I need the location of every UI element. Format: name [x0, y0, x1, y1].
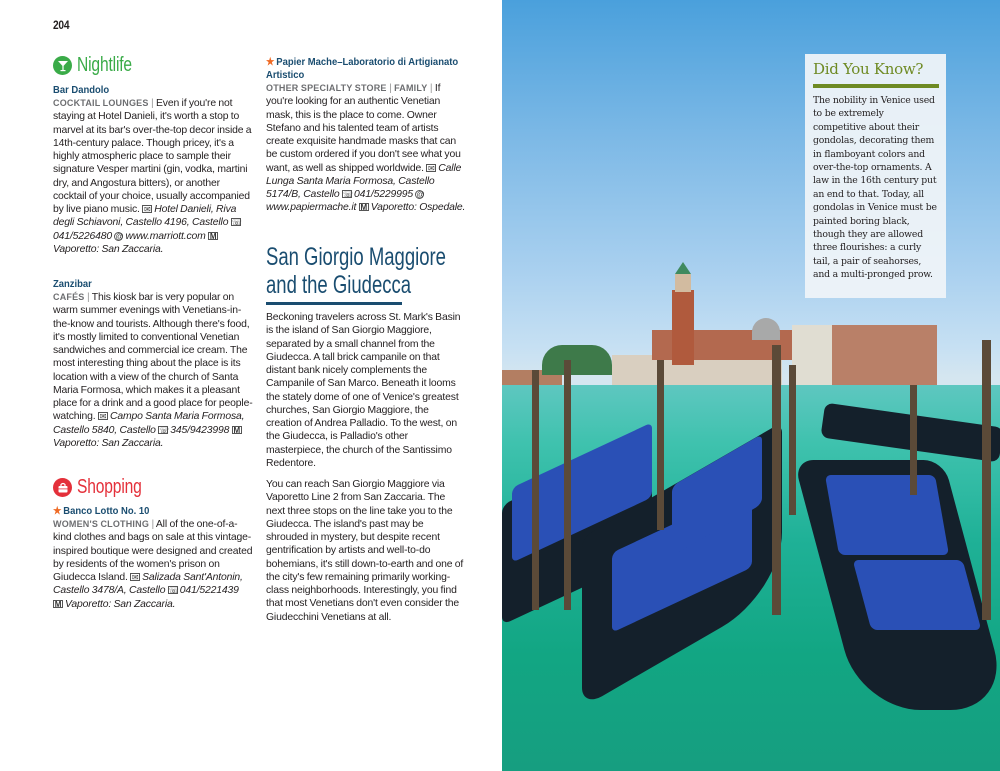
listing-transit: Vaporetto: San Zaccaria.: [53, 437, 164, 449]
mail-icon: ✉: [428, 163, 435, 173]
shopping-header: [53, 475, 160, 498]
listing-zanzibar: [53, 278, 253, 450]
web-icon: @: [115, 231, 124, 241]
metro-icon: M: [54, 599, 62, 609]
metro-icon: M: [233, 425, 240, 435]
listing-address: Calle Lunga Santa Maria Formosa, Castello 5174/B, Castello: [266, 162, 462, 200]
section-paragraph-2: You can reach San Giorgio Maggiore via Vaporetto Line 2 from San Zaccaria. The next three stops on the line take you to the Giudecca. The island's past may be shrouded in mystery, but despite recent gentrification by artists and well-to-do bohemians, it's still down-to-earth and one of the city's few remaining primarily working-class neighborhoods. Interestingly, you find that most Venetians don't even consider the Giudecchini Venetians at all.: [266, 479, 464, 623]
did-you-know-body: The nobility in Venice used to be extremely competitive about their gondolas, decorating them in flamboyant colors and over-the-top ornaments. A law in the 16th century put an end to that. Today, all gondolas in Venice must be painted boring black, though they are allowed three flourishes: a curly tail, a pair of seahorses, and a multi-pronged prow.: [813, 95, 937, 281]
did-you-know-title: Did You Know?: [813, 60, 924, 78]
listing-phone: 041/5221439: [179, 585, 239, 597]
did-you-know-box: [805, 54, 946, 298]
phone-icon: ☏: [168, 586, 179, 596]
listing-papier-mache: [266, 56, 466, 215]
mail-icon: ✉: [131, 573, 139, 582]
listing-address: Hotel Danieli, Riva degli Schiavoni, Castello 4196, Castello: [53, 204, 237, 229]
listing-website[interactable]: www.papiermache.it: [266, 202, 357, 214]
heading-rule: [266, 302, 402, 305]
listing-banco-lotto: [53, 505, 253, 611]
listing-phone: 041/5226480: [53, 230, 113, 242]
listing-category: CAFÉS: [53, 292, 85, 302]
listing-body: CAFÉS | This kiosk bar is very popular on warm summer evenings with Venetians-in-the-know and tourists. Although there's food, it's mostly limited to conventional Venetian sandwiches and commercial ice cream. The most interesting thing about the place is its location with a view of the church of Santa Maria Formosa, which makes it a pleasant place for a drink and a good place for people-watching. ✉ Campo Santa Maria Formosa, Castello 5840, Castello ☏345/9423998 MVaporetto: San Zaccaria.: [53, 292, 253, 449]
skyline: [502, 355, 1000, 387]
campanile: [672, 290, 694, 365]
listing-phone: 345/9423998: [170, 424, 230, 436]
mail-icon: ✉: [143, 205, 151, 214]
section-heading: [266, 243, 446, 299]
church-dome: [752, 318, 780, 340]
listing-website[interactable]: www.marriott.com: [125, 230, 206, 242]
listing-name: Zanzibar: [53, 278, 92, 290]
listing-transit: Vaporetto: San Zaccaria.: [53, 243, 164, 255]
page-number: 204: [53, 18, 70, 32]
mail-icon: ✉: [99, 412, 107, 422]
shopping-bag-icon: [53, 478, 72, 497]
listing-category: OTHER SPECIALTY STORE: [266, 83, 387, 93]
listing-category: WOMEN'S CLOTHING: [53, 519, 150, 529]
listing-category: COCKTAIL LOUNGES: [53, 98, 149, 108]
listing-address: Salizada Sant'Antonin, Castello 3478/A, Castello: [53, 572, 243, 597]
listing-body: WOMEN'S CLOTHING | All of the one-of-a-kind clothes and bags on sale at this vintage-inspired boutique were designed and created by residents of the women's prison on Giudecca Island. ✉ Salizada Sant'Antonin, Castello 3478/A, Castello ☏041/5221439 M Vaporetto: San Zaccaria.: [53, 519, 253, 610]
metro-icon: M: [209, 231, 217, 241]
did-you-know-rule: [813, 84, 939, 88]
listing-description: If you're looking for an authentic Venetian mask, this is the place to come. Owner Stefano and his talented team of artists create exquisite handmade masks that can be custom ordered if you don't see what you want, as well as shipped worldwide.: [266, 83, 461, 174]
section-paragraph-1: Beckoning travelers across St. Mark's Basin is the island of San Giorgio Maggiore, separated by a small channel from the Giudecca. A tall brick campanile on that distant bank nicely complements the Campanile of San Marco. Beneath it looms the stately dome of one of Venice's greatest churches, San Giorgio Maggiore, the creation of Andrea Palladio. To the west, on the Giudecca, is Palladio's other masterpiece, the church of the Santissimo Redentore.: [266, 312, 461, 469]
section-heading-line-2: and the Giudecca: [266, 271, 412, 299]
listing-transit: Vaporetto: Ospedale.: [370, 202, 466, 214]
listing-name: Bar Dandolo: [53, 84, 110, 96]
phone-icon: ☏: [159, 425, 170, 435]
phone-icon: ☏: [231, 218, 242, 228]
listing-description: Even if you're not staying at Hotel Danieli, it's worth a stop to marvel at its bar's over-the-top decor inside a 14th-century palace. Though pricey, it's a highly atmospheric place to sample their signature Vesper martini (gin, vodka, martini dry, and Angostura bitters), or another cocktail of your choice, usually accompanied by live piano music.: [53, 98, 252, 215]
cocktail-glass-icon: [53, 56, 72, 75]
listing-address: Campo Santa Maria Formosa, Castello 5840, Castello: [53, 411, 245, 436]
mooring-pole: [532, 370, 539, 610]
star-icon: ★: [266, 56, 275, 68]
metro-icon: M: [360, 203, 367, 213]
nightlife-title: Nightlife: [77, 53, 132, 76]
listing-name: ★ Papier Mache–Laboratorio di Artigianato Artistico: [266, 56, 459, 81]
listing-name: ★ Banco Lotto No. 10: [53, 505, 150, 517]
listing-body: COCKTAIL LOUNGES | Even if you're not staying at Hotel Danieli, it's worth a stop to marvel at its bar's over-the-top decor inside a 14th-century palace. Though pricey, it's a highly atmospheric place to sample their signature Vesper martini (gin, vodka, martini dry, and Angostura bitters), or another cocktail of your choice, usually accompanied by live piano music. ✉ Hotel Danieli, Riva degli Schiavoni, Castello 4196, Castello ☏041/5226480 @ www.marriott.com MVaporetto: San Zaccaria.: [53, 98, 252, 255]
listing-category-2: FAMILY: [394, 83, 428, 93]
web-icon: @: [416, 190, 425, 199]
listing-description: This kiosk bar is very popular on warm summer evenings with Venetians-in-the-know and tourists. Although there's food, it's mostly limited to conventional Venetian sandwiches and commercial ice cream. The most interesting thing about the place is its location with a view of the church of Santa Maria Formosa, which makes it a pleasant place for a drink and a good place for people-watching.: [53, 292, 253, 423]
shopping-title: Shopping: [77, 475, 142, 498]
listing-body: OTHER SPECIALTY STORE | FAMILY | If you're looking for an authentic Venetian mask, this is the place to come. Owner Stefano and his talented team of artists create exquisite handmade masks that can be custom ordered if you don't see what you want, as well as shipped worldwide. ✉ Calle Lunga Santa Maria Formosa, Castello 5174/B, Castello ☏041/5229995 @www.papiermache.it M Vaporetto: Ospedale.: [266, 83, 466, 214]
listing-bar-dandolo: [53, 84, 253, 256]
phone-icon: ☏: [342, 190, 353, 199]
listing-description: All of the one-of-a-kind clothes and bags on sale at this vintage-inspired boutique were designed and created by residents of the women's prison on Giudecca Island.: [53, 519, 253, 583]
listing-transit: Vaporetto: San Zaccaria.: [65, 598, 176, 610]
section-heading-line-1: San Giorgio Maggiore: [266, 243, 446, 271]
listing-phone: 041/5229995: [353, 189, 414, 200]
nightlife-header: [53, 53, 147, 76]
star-icon: ★: [53, 505, 62, 517]
